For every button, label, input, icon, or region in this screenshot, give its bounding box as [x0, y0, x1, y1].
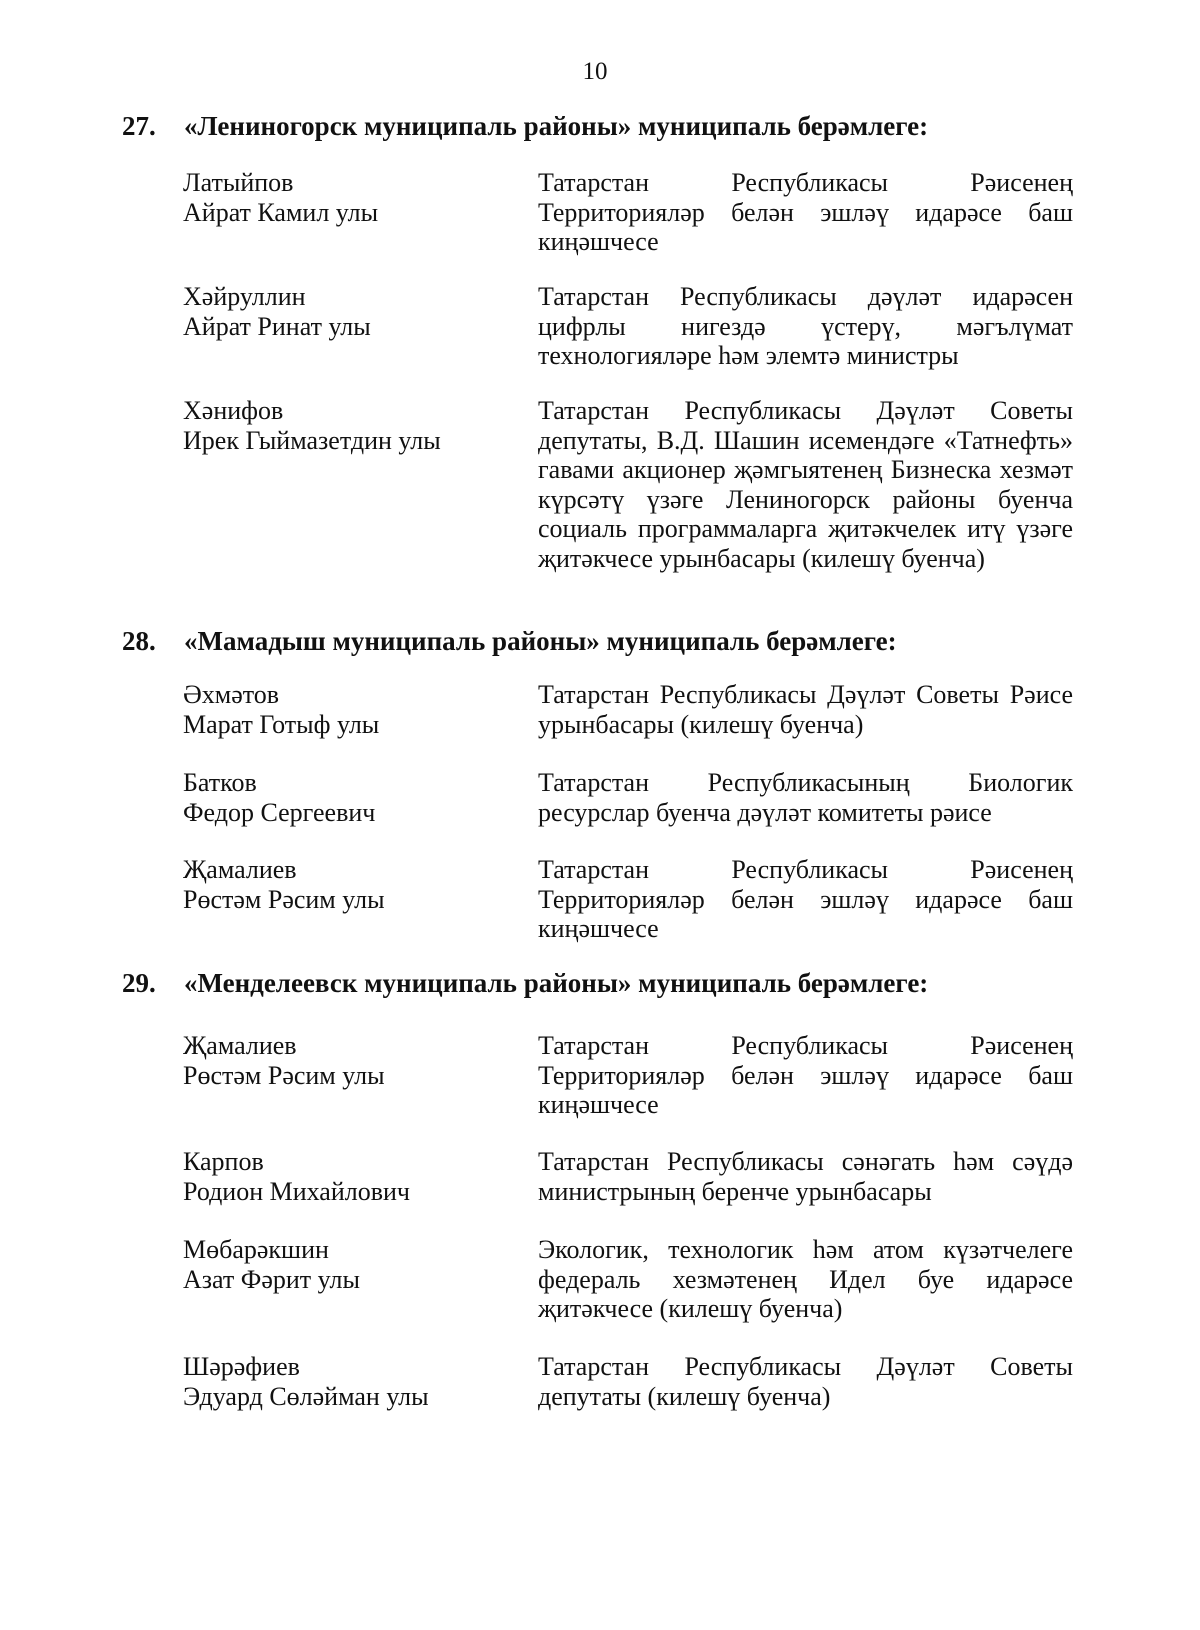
person-surname: Әхмәтов — [183, 680, 280, 709]
person-name — [183, 282, 503, 341]
section-number: 27. — [122, 111, 156, 141]
person-surname: Җамалиев — [183, 1031, 297, 1060]
person-name — [183, 1147, 503, 1206]
person-surname: Мөбарәкшин — [183, 1235, 329, 1264]
person-given-name: Родион Михайлович — [183, 1176, 411, 1206]
section-number: 29. — [122, 968, 156, 998]
person-given-name: Айрат Камил улы — [183, 197, 379, 227]
section-heading — [122, 625, 897, 657]
person-position: Экологик, технологик һәм атом күзәтчелеге федераль хезмәтенең Идел буе идарәсе җитәкчесе (килешү буенча) — [538, 1235, 1073, 1323]
section-heading — [122, 967, 928, 999]
person-given-name: Федор Сергеевич — [183, 797, 376, 827]
section-title: «Лениногорск муниципаль районы» муниципаль берәмлеге: — [184, 111, 929, 141]
person-given-name: Азат Фәрит улы — [183, 1264, 360, 1294]
person-position: Татарстан Республикасы Рәисенең Территорияләр белән эшләү идарәсе баш киңәшчесе — [538, 168, 1073, 256]
section-number: 28. — [122, 626, 156, 656]
person-position: Татарстан Республикасы дәүләт идарәсен цифрлы нигездә үстерү, мәгълүмат технологияләре һәм элемтә министры — [538, 282, 1073, 370]
person-given-name: Ирек Гыймазетдин улы — [183, 425, 441, 455]
person-surname: Латыйпов — [183, 168, 294, 197]
person-name — [183, 396, 503, 455]
person-name — [183, 1235, 503, 1294]
person-surname: Җамалиев — [183, 855, 297, 884]
page-number: 10 — [582, 58, 608, 85]
person-given-name: Рөстәм Рәсим улы — [183, 884, 385, 914]
person-surname: Шәрәфиев — [183, 1352, 300, 1381]
person-surname: Батков — [183, 768, 257, 797]
person-surname: Хәйруллин — [183, 282, 306, 311]
person-name — [183, 168, 503, 227]
person-position: Татарстан Республикасы сәнәгать һәм сәүдә министрының беренче урынбасары — [538, 1147, 1073, 1206]
section-title: «Мамадыш муниципаль районы» муниципаль берәмлеге: — [184, 626, 897, 656]
person-name — [183, 768, 503, 827]
person-position: Татарстан Республикасы Рәисенең Территорияләр белән эшләү идарәсе баш киңәшчесе — [538, 855, 1073, 943]
person-given-name: Эдуард Сөләйман улы — [183, 1381, 429, 1411]
person-name — [183, 1352, 503, 1411]
person-position: Татарстан Республикасының Биологик ресурслар буенча дәүләт комитеты рәисе — [538, 768, 1073, 827]
section-title: «Менделеевск муниципаль районы» муниципаль берәмлеге: — [184, 968, 929, 998]
person-position: Татарстан Республикасы Рәисенең Территорияләр белән эшләү идарәсе баш киңәшчесе — [538, 1031, 1073, 1119]
person-name — [183, 855, 503, 914]
person-name — [183, 1031, 503, 1090]
person-name — [183, 680, 503, 739]
person-given-name: Марат Готыф улы — [183, 709, 380, 739]
person-position: Татарстан Республикасы Дәүләт Советы депутаты, В.Д. Шашин исемендәге «Татнефть» гавами акционер җәмгыятенең Бизнеска хезмәт күрсәтү үзәге Лениногорск районы буенча социаль программаларга җитәкчелек итү үзәге җитәкчесе урынбасары (килешү буенча) — [538, 396, 1073, 573]
person-given-name: Рөстәм Рәсим улы — [183, 1060, 385, 1090]
person-position: Татарстан Республикасы Дәүләт Советы Рәисе урынбасары (килешү буенча) — [538, 680, 1073, 739]
person-position: Татарстан Республикасы Дәүләт Советы депутаты (килешү буенча) — [538, 1352, 1073, 1411]
person-surname: Карпов — [183, 1147, 264, 1176]
person-given-name: Айрат Ринат улы — [183, 311, 371, 341]
section-heading — [122, 110, 928, 142]
person-surname: Хәнифов — [183, 396, 284, 425]
